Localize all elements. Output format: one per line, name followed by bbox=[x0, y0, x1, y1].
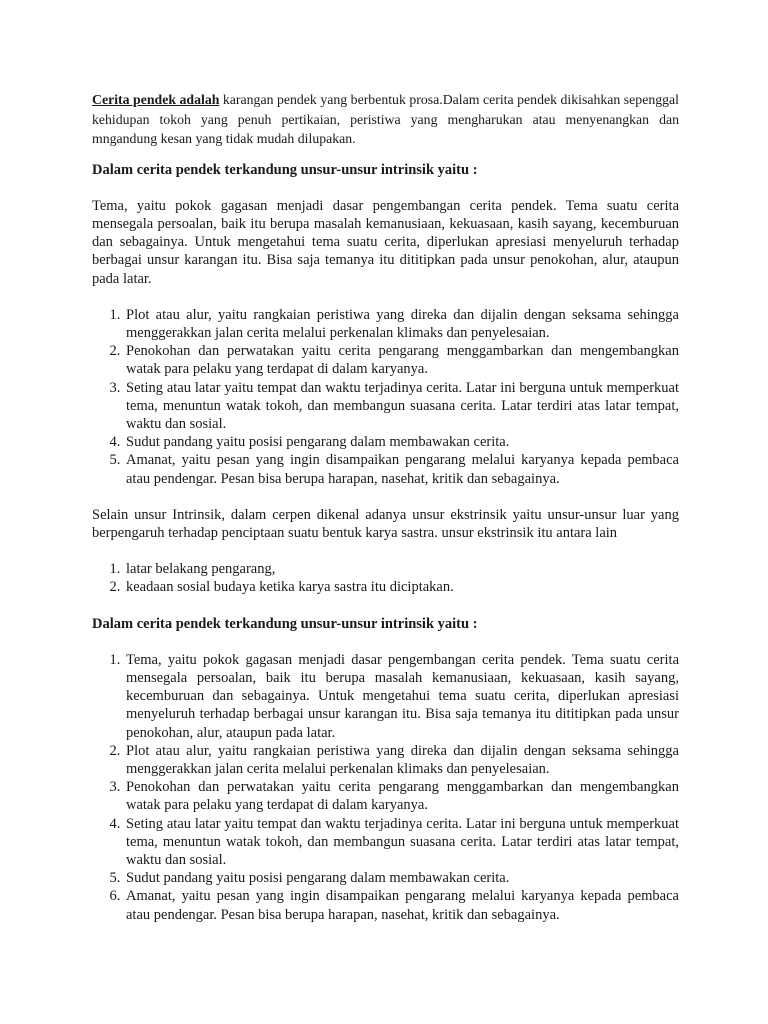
list-item: 4. Sudut pandang yaitu posisi pengarang dalam membawakan cerita. bbox=[124, 433, 679, 451]
intro-lead: Cerita pendek adalah bbox=[92, 92, 220, 107]
list-item: 1. Tema, yaitu pokok gagasan menjadi dasar pengembangan cerita pendek. Tema suatu cerita mensegala persoalan, baik itu berupa masalah kemanusiaan, kekuasaan, kasih sayang, kecemburuan dan sebagainya. Untuk mengetahui tema suatu cerita, diperlukan apresiasi menyeluruh terhadap berbagai unsur karangan itu. Bisa saja temanya itu dititipkan pada unsur penokohan, alur, ataupun pada latar. bbox=[124, 651, 679, 742]
intrinsic-list bbox=[92, 306, 679, 488]
list-item: 4. Seting atau latar yaitu tempat dan waktu terjadinya cerita. Latar ini berguna untuk memperkuat tema, menuntun watak tokoh, dan membangun suasana cerita. Latar terdiri atas latar tempat, waktu dan sosial. bbox=[124, 815, 679, 870]
list-item: 1. latar belakang pengarang, bbox=[124, 560, 679, 578]
list-item: 5. Amanat, yaitu pesan yang ingin disampaikan pengarang melalui karyanya kepada pembaca atau pendengar. Pesan bisa berupa harapan, nasehat, kritik dan sebagainya. bbox=[124, 451, 679, 487]
extrinsic-list bbox=[92, 560, 679, 596]
list-item: 6. Amanat, yaitu pesan yang ingin disampaikan pengarang melalui karyanya kepada pembaca atau pendengar. Pesan bisa berupa harapan, nasehat, kritik dan sebagainya. bbox=[124, 887, 679, 923]
intrinsic-heading: Dalam cerita pendek terkandung unsur-unsur intrinsik yaitu : bbox=[92, 161, 478, 178]
tema-paragraph: Tema, yaitu pokok gagasan menjadi dasar pengembangan cerita pendek. Tema suatu cerita mensegala persoalan, baik itu berupa masalah kemanusiaan, kekuasaan, kasih sayang, kecemburuan dan sebagainya. Untuk mengetahui tema suatu cerita, diperlukan apresiasi menyeluruh terhadap berbagai unsur karangan itu. Bisa saja temanya itu dititipkan pada unsur penokohan, alur, ataupun pada latar. bbox=[92, 197, 679, 287]
intrinsic-heading-repeat: Dalam cerita pendek terkandung unsur-unsur intrinsik yaitu : bbox=[92, 615, 478, 632]
intro-paragraph bbox=[92, 90, 679, 149]
list-item: 1. Plot atau alur, yaitu rangkaian peristiwa yang direka dan dijalin dengan seksama sehingga menggerakkan jalan cerita melalui perkenalan klimaks dan penyelesaian. bbox=[124, 306, 679, 342]
list-item: 2. Plot atau alur, yaitu rangkaian peristiwa yang direka dan dijalin dengan seksama sehingga menggerakkan jalan cerita melalui perkenalan klimaks dan penyelesaian. bbox=[124, 742, 679, 778]
list-item: 2. keadaan sosial budaya ketika karya sastra itu diciptakan. bbox=[124, 578, 679, 596]
list-item: 5. Sudut pandang yaitu posisi pengarang dalam membawakan cerita. bbox=[124, 869, 679, 887]
intro-text: karangan pendek yang berbentuk prosa.Dalam cerita pendek dikisahkan sepenggal kehidupan tokoh yang penuh pertikaian, peristiwa yang mengharukan atau menyenangkan dan mngandung kesan yang tidak mudah dilupakan. bbox=[92, 92, 679, 146]
list-item: 3. Seting atau latar yaitu tempat dan waktu terjadinya cerita. Latar ini berguna untuk memperkuat tema, menuntun watak tokoh, dan membangun suasana cerita. Latar terdiri atas latar tempat, waktu dan sosial. bbox=[124, 379, 679, 434]
intrinsic-list-full bbox=[92, 651, 679, 924]
extrinsic-paragraph: Selain unsur Intrinsik, dalam cerpen dikenal adanya unsur ekstrinsik yaitu unsur-unsur luar yang berpengaruh terhadap penciptaan suatu bentuk karya sastra. unsur ekstrinsik itu antara lain bbox=[92, 506, 679, 541]
list-item: 3. Penokohan dan perwatakan yaitu cerita pengarang menggambarkan dan mengembangkan watak para pelaku yang terdapat di dalam karyanya. bbox=[124, 778, 679, 814]
document-page bbox=[92, 90, 679, 924]
list-item: 2. Penokohan dan perwatakan yaitu cerita pengarang menggambarkan dan mengembangkan watak para pelaku yang terdapat di dalam karyanya. bbox=[124, 342, 679, 378]
